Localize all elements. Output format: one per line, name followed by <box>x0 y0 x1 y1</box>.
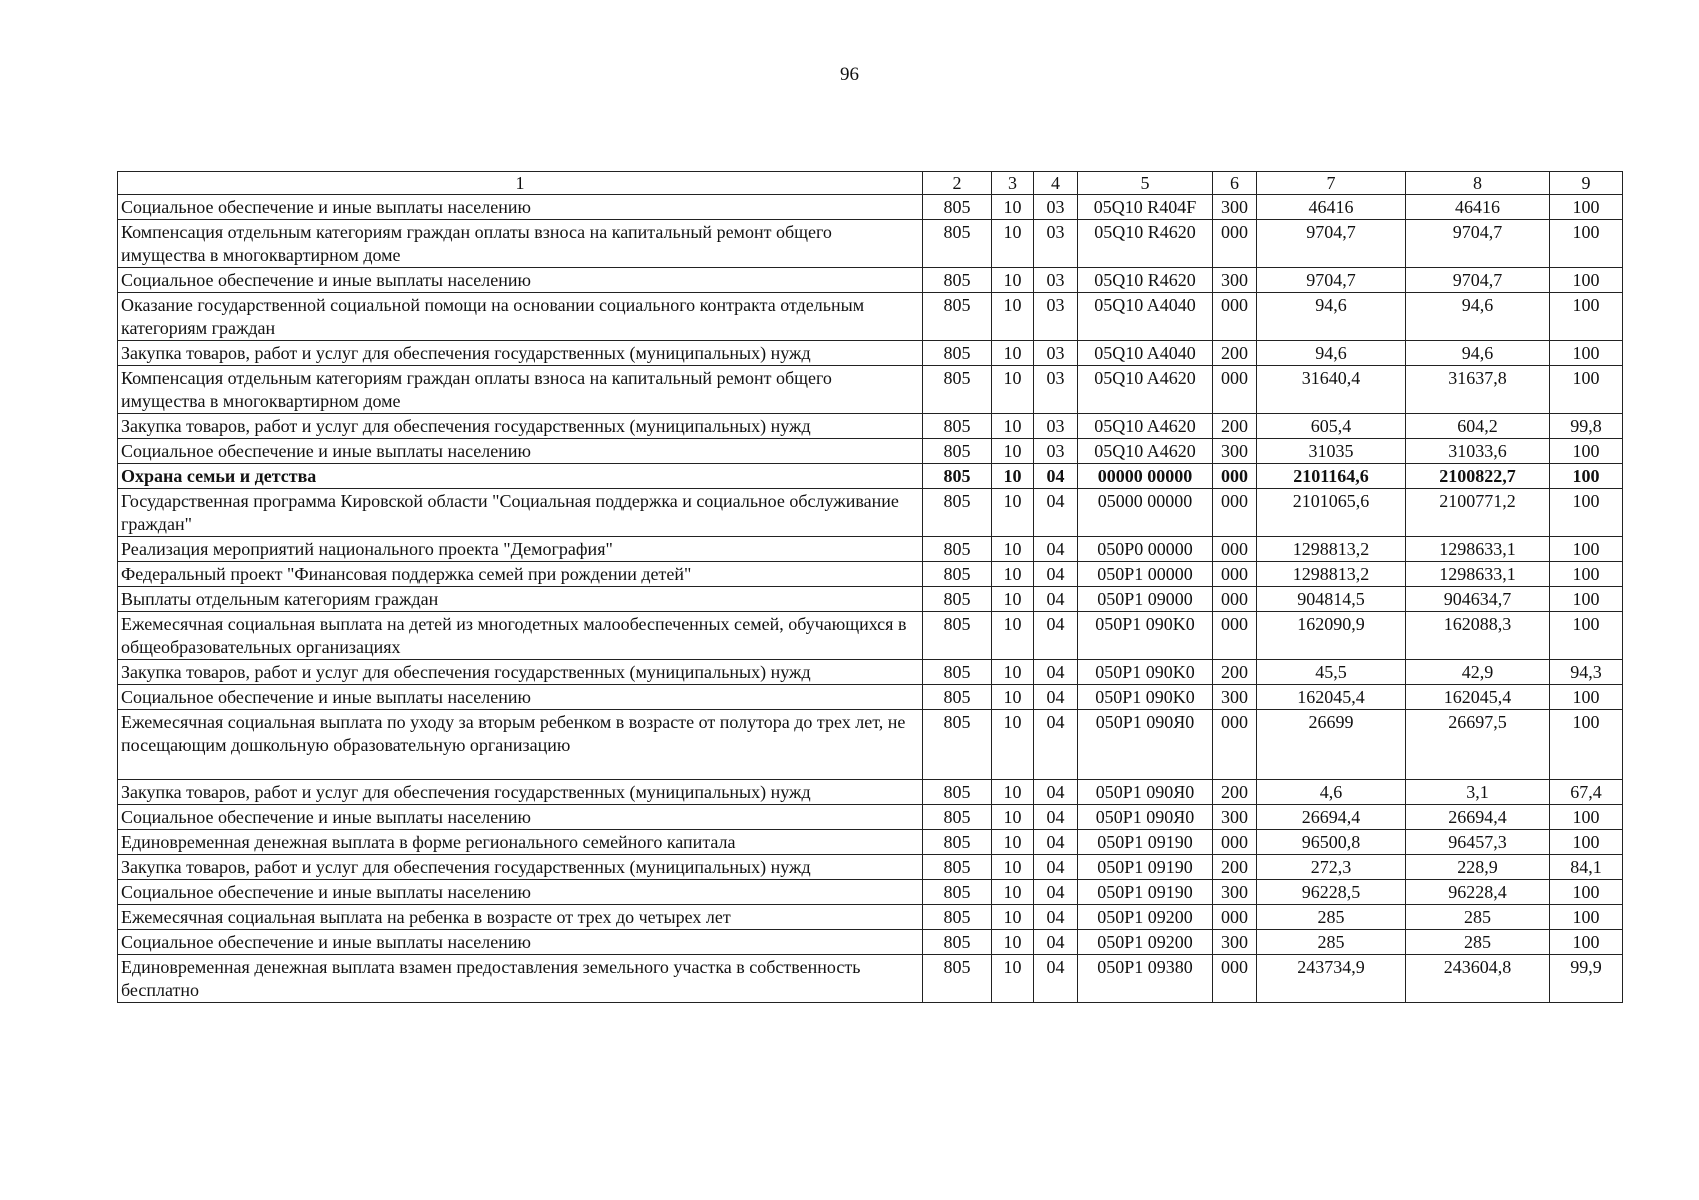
row-col8-cell: 9704,7 <box>1406 268 1550 293</box>
row-col8-cell: 42,9 <box>1406 660 1550 685</box>
row-col8-cell: 904634,7 <box>1406 587 1550 612</box>
row-col3-cell: 10 <box>992 464 1034 489</box>
row-name-cell: Охрана семьи и детства <box>118 464 923 489</box>
row-col6-cell: 000 <box>1213 905 1257 930</box>
row-name-cell: Компенсация отдельным категориям граждан оплаты взноса на капитальный ремонт общего имущества в многоквартирном доме <box>118 220 923 268</box>
row-col8-cell: 31033,6 <box>1406 439 1550 464</box>
row-col3-cell: 10 <box>992 587 1034 612</box>
row-col3-cell: 10 <box>992 366 1034 414</box>
row-name-cell: Выплаты отдельным категориям граждан <box>118 587 923 612</box>
table-row <box>118 489 1623 537</box>
table-row <box>118 660 1623 685</box>
row-col4-cell: 04 <box>1034 880 1078 905</box>
row-col3-cell: 10 <box>992 562 1034 587</box>
row-col5-cell: 050P1 09380 <box>1078 955 1213 1003</box>
budget-table <box>117 171 1623 1003</box>
header-cell: 8 <box>1406 172 1550 195</box>
row-col4-cell: 03 <box>1034 220 1078 268</box>
row-name-cell: Оказание государственной социальной помощи на основании социального контракта отдельным категориям граждан <box>118 293 923 341</box>
row-col2-cell: 805 <box>923 710 992 780</box>
row-col4-cell: 04 <box>1034 587 1078 612</box>
row-col3-cell: 10 <box>992 905 1034 930</box>
row-name-cell: Закупка товаров, работ и услуг для обеспечения государственных (муниципальных) нужд <box>118 414 923 439</box>
row-col4-cell: 03 <box>1034 439 1078 464</box>
row-col7-cell: 1298813,2 <box>1257 562 1406 587</box>
row-name-cell: Социальное обеспечение и иные выплаты населению <box>118 195 923 220</box>
row-col9-cell: 100 <box>1550 685 1623 710</box>
row-col6-cell: 000 <box>1213 587 1257 612</box>
row-col5-cell: 050P1 090Я0 <box>1078 780 1213 805</box>
row-col5-cell: 050P1 090K0 <box>1078 612 1213 660</box>
row-col2-cell: 805 <box>923 780 992 805</box>
row-col9-cell: 100 <box>1550 293 1623 341</box>
row-col3-cell: 10 <box>992 710 1034 780</box>
row-col7-cell: 904814,5 <box>1257 587 1406 612</box>
header-cell: 9 <box>1550 172 1623 195</box>
row-col7-cell: 4,6 <box>1257 780 1406 805</box>
row-col4-cell: 04 <box>1034 489 1078 537</box>
row-col3-cell: 10 <box>992 930 1034 955</box>
row-col2-cell: 805 <box>923 293 992 341</box>
row-col6-cell: 000 <box>1213 830 1257 855</box>
row-col6-cell: 300 <box>1213 268 1257 293</box>
row-col8-cell: 1298633,1 <box>1406 562 1550 587</box>
row-col2-cell: 805 <box>923 905 992 930</box>
row-col4-cell: 04 <box>1034 562 1078 587</box>
row-col8-cell: 1298633,1 <box>1406 537 1550 562</box>
row-col5-cell: 00000 00000 <box>1078 464 1213 489</box>
row-col9-cell: 99,9 <box>1550 955 1623 1003</box>
row-col4-cell: 04 <box>1034 612 1078 660</box>
row-col3-cell: 10 <box>992 780 1034 805</box>
header-cell: 3 <box>992 172 1034 195</box>
row-col8-cell: 2100822,7 <box>1406 464 1550 489</box>
row-col5-cell: 050P1 09200 <box>1078 905 1213 930</box>
table-row <box>118 905 1623 930</box>
row-col6-cell: 000 <box>1213 612 1257 660</box>
table-row <box>118 955 1623 1003</box>
row-name-cell: Закупка товаров, работ и услуг для обеспечения государственных (муниципальных) нужд <box>118 660 923 685</box>
row-col4-cell: 03 <box>1034 341 1078 366</box>
row-col3-cell: 10 <box>992 414 1034 439</box>
row-col4-cell: 04 <box>1034 537 1078 562</box>
row-col2-cell: 805 <box>923 414 992 439</box>
row-col4-cell: 03 <box>1034 268 1078 293</box>
row-name-cell: Единовременная денежная выплата взамен предоставления земельного участка в собственность бесплатно <box>118 955 923 1003</box>
row-col7-cell: 285 <box>1257 905 1406 930</box>
row-col7-cell: 94,6 <box>1257 293 1406 341</box>
row-col4-cell: 04 <box>1034 660 1078 685</box>
row-col8-cell: 94,6 <box>1406 341 1550 366</box>
table-row <box>118 855 1623 880</box>
row-col6-cell: 000 <box>1213 489 1257 537</box>
row-name-cell: Социальное обеспечение и иные выплаты населению <box>118 685 923 710</box>
row-col7-cell: 26699 <box>1257 710 1406 780</box>
row-col9-cell: 100 <box>1550 612 1623 660</box>
row-col6-cell: 300 <box>1213 805 1257 830</box>
row-col8-cell: 285 <box>1406 905 1550 930</box>
row-col9-cell: 99,8 <box>1550 414 1623 439</box>
row-col5-cell: 050P1 09190 <box>1078 880 1213 905</box>
row-col6-cell: 000 <box>1213 562 1257 587</box>
row-col6-cell: 000 <box>1213 537 1257 562</box>
row-col2-cell: 805 <box>923 955 992 1003</box>
row-col3-cell: 10 <box>992 537 1034 562</box>
row-col7-cell: 272,3 <box>1257 855 1406 880</box>
row-col3-cell: 10 <box>992 805 1034 830</box>
row-col9-cell: 100 <box>1550 341 1623 366</box>
header-cell: 6 <box>1213 172 1257 195</box>
row-col8-cell: 3,1 <box>1406 780 1550 805</box>
table-body <box>118 172 1623 1003</box>
row-col7-cell: 285 <box>1257 930 1406 955</box>
row-col8-cell: 46416 <box>1406 195 1550 220</box>
row-col5-cell: 05Q10 A4620 <box>1078 414 1213 439</box>
row-col9-cell: 100 <box>1550 439 1623 464</box>
row-col2-cell: 805 <box>923 464 992 489</box>
row-col2-cell: 805 <box>923 220 992 268</box>
row-name-cell: Реализация мероприятий национального проекта "Демография" <box>118 537 923 562</box>
row-col2-cell: 805 <box>923 341 992 366</box>
table-header-row <box>118 172 1623 195</box>
row-col5-cell: 05Q10 R404F <box>1078 195 1213 220</box>
row-col3-cell: 10 <box>992 439 1034 464</box>
row-col9-cell: 100 <box>1550 562 1623 587</box>
row-col3-cell: 10 <box>992 489 1034 537</box>
table-row <box>118 710 1623 780</box>
row-col2-cell: 805 <box>923 930 992 955</box>
row-col9-cell: 100 <box>1550 880 1623 905</box>
row-name-cell: Федеральный проект "Финансовая поддержка семей при рождении детей" <box>118 562 923 587</box>
row-name-cell: Компенсация отдельным категориям граждан оплаты взноса на капитальный ремонт общего имущества в многоквартирном доме <box>118 366 923 414</box>
row-col6-cell: 000 <box>1213 955 1257 1003</box>
row-col5-cell: 050P0 00000 <box>1078 537 1213 562</box>
row-name-cell: Ежемесячная социальная выплата на детей из многодетных малообеспеченных семей, обучающихся в общеобразовательных организациях <box>118 612 923 660</box>
row-col4-cell: 04 <box>1034 830 1078 855</box>
row-col4-cell: 03 <box>1034 366 1078 414</box>
row-col6-cell: 000 <box>1213 293 1257 341</box>
table-row <box>118 537 1623 562</box>
row-col3-cell: 10 <box>992 341 1034 366</box>
row-col6-cell: 000 <box>1213 220 1257 268</box>
row-name-cell: Социальное обеспечение и иные выплаты населению <box>118 930 923 955</box>
row-col8-cell: 96457,3 <box>1406 830 1550 855</box>
row-name-cell: Социальное обеспечение и иные выплаты населению <box>118 880 923 905</box>
row-col9-cell: 84,1 <box>1550 855 1623 880</box>
row-col2-cell: 805 <box>923 685 992 710</box>
row-col5-cell: 05Q10 R4620 <box>1078 268 1213 293</box>
table-row <box>118 220 1623 268</box>
row-col7-cell: 162090,9 <box>1257 612 1406 660</box>
row-col2-cell: 805 <box>923 660 992 685</box>
row-name-cell: Единовременная денежная выплата в форме регионального семейного капитала <box>118 830 923 855</box>
row-col9-cell: 94,3 <box>1550 660 1623 685</box>
row-col2-cell: 805 <box>923 489 992 537</box>
row-col3-cell: 10 <box>992 660 1034 685</box>
row-col2-cell: 805 <box>923 830 992 855</box>
row-col9-cell: 67,4 <box>1550 780 1623 805</box>
table-row <box>118 464 1623 489</box>
row-col2-cell: 805 <box>923 562 992 587</box>
row-col2-cell: 805 <box>923 855 992 880</box>
row-col4-cell: 04 <box>1034 905 1078 930</box>
row-col9-cell: 100 <box>1550 195 1623 220</box>
row-col5-cell: 05Q10 A4620 <box>1078 366 1213 414</box>
row-col2-cell: 805 <box>923 366 992 414</box>
row-col8-cell: 9704,7 <box>1406 220 1550 268</box>
row-col4-cell: 04 <box>1034 464 1078 489</box>
row-col7-cell: 96500,8 <box>1257 830 1406 855</box>
row-col6-cell: 200 <box>1213 780 1257 805</box>
row-col7-cell: 96228,5 <box>1257 880 1406 905</box>
row-col9-cell: 100 <box>1550 537 1623 562</box>
row-col8-cell: 162045,4 <box>1406 685 1550 710</box>
row-col5-cell: 050P1 00000 <box>1078 562 1213 587</box>
row-col3-cell: 10 <box>992 855 1034 880</box>
row-col2-cell: 805 <box>923 537 992 562</box>
row-col8-cell: 604,2 <box>1406 414 1550 439</box>
row-name-cell: Ежемесячная социальная выплата на ребенка в возрасте от трех до четырех лет <box>118 905 923 930</box>
row-col2-cell: 805 <box>923 880 992 905</box>
row-name-cell: Закупка товаров, работ и услуг для обеспечения государственных (муниципальных) нужд <box>118 341 923 366</box>
row-col5-cell: 050P1 09200 <box>1078 930 1213 955</box>
row-col7-cell: 243734,9 <box>1257 955 1406 1003</box>
table-row <box>118 293 1623 341</box>
row-col8-cell: 96228,4 <box>1406 880 1550 905</box>
table-row <box>118 195 1623 220</box>
row-col4-cell: 04 <box>1034 780 1078 805</box>
row-col9-cell: 100 <box>1550 268 1623 293</box>
row-col5-cell: 050P1 090Я0 <box>1078 805 1213 830</box>
table-row <box>118 685 1623 710</box>
row-col3-cell: 10 <box>992 268 1034 293</box>
row-col2-cell: 805 <box>923 268 992 293</box>
table-row <box>118 805 1623 830</box>
row-col6-cell: 000 <box>1213 464 1257 489</box>
row-col2-cell: 805 <box>923 805 992 830</box>
row-name-cell: Закупка товаров, работ и услуг для обеспечения государственных (муниципальных) нужд <box>118 855 923 880</box>
table-row <box>118 830 1623 855</box>
row-col9-cell: 100 <box>1550 905 1623 930</box>
row-col8-cell: 26694,4 <box>1406 805 1550 830</box>
row-col4-cell: 03 <box>1034 414 1078 439</box>
row-col6-cell: 300 <box>1213 685 1257 710</box>
row-name-cell: Социальное обеспечение и иные выплаты населению <box>118 268 923 293</box>
row-col4-cell: 04 <box>1034 930 1078 955</box>
row-col6-cell: 000 <box>1213 366 1257 414</box>
row-col9-cell: 100 <box>1550 464 1623 489</box>
header-cell: 4 <box>1034 172 1078 195</box>
row-col4-cell: 03 <box>1034 293 1078 341</box>
row-col6-cell: 300 <box>1213 880 1257 905</box>
row-col7-cell: 1298813,2 <box>1257 537 1406 562</box>
row-col7-cell: 9704,7 <box>1257 220 1406 268</box>
row-name-cell: Социальное обеспечение и иные выплаты населению <box>118 439 923 464</box>
row-col3-cell: 10 <box>992 955 1034 1003</box>
table-row <box>118 930 1623 955</box>
row-col7-cell: 9704,7 <box>1257 268 1406 293</box>
row-col9-cell: 100 <box>1550 489 1623 537</box>
row-col5-cell: 050P1 090Я0 <box>1078 710 1213 780</box>
row-col8-cell: 31637,8 <box>1406 366 1550 414</box>
row-name-cell: Государственная программа Кировской области "Социальная поддержка и социальное обслуживание граждан" <box>118 489 923 537</box>
row-col7-cell: 94,6 <box>1257 341 1406 366</box>
row-col7-cell: 605,4 <box>1257 414 1406 439</box>
row-col3-cell: 10 <box>992 293 1034 341</box>
table-row <box>118 562 1623 587</box>
table-row <box>118 341 1623 366</box>
row-col5-cell: 050P1 09000 <box>1078 587 1213 612</box>
row-col5-cell: 05Q10 R4620 <box>1078 220 1213 268</box>
row-col2-cell: 805 <box>923 612 992 660</box>
row-col5-cell: 05Q10 A4040 <box>1078 293 1213 341</box>
row-name-cell: Социальное обеспечение и иные выплаты населению <box>118 805 923 830</box>
row-col3-cell: 10 <box>992 685 1034 710</box>
row-col7-cell: 162045,4 <box>1257 685 1406 710</box>
row-col9-cell: 100 <box>1550 587 1623 612</box>
row-col6-cell: 200 <box>1213 855 1257 880</box>
row-col8-cell: 26697,5 <box>1406 710 1550 780</box>
row-col8-cell: 2100771,2 <box>1406 489 1550 537</box>
row-col6-cell: 200 <box>1213 660 1257 685</box>
header-cell: 7 <box>1257 172 1406 195</box>
row-col9-cell: 100 <box>1550 710 1623 780</box>
row-col4-cell: 04 <box>1034 855 1078 880</box>
row-col6-cell: 300 <box>1213 195 1257 220</box>
row-col4-cell: 04 <box>1034 685 1078 710</box>
row-col6-cell: 200 <box>1213 341 1257 366</box>
row-col3-cell: 10 <box>992 830 1034 855</box>
row-col5-cell: 050P1 090K0 <box>1078 660 1213 685</box>
row-col4-cell: 03 <box>1034 195 1078 220</box>
table-row <box>118 880 1623 905</box>
row-col3-cell: 10 <box>992 220 1034 268</box>
row-col2-cell: 805 <box>923 195 992 220</box>
row-col9-cell: 100 <box>1550 220 1623 268</box>
row-col7-cell: 31640,4 <box>1257 366 1406 414</box>
row-col6-cell: 200 <box>1213 414 1257 439</box>
row-col5-cell: 05Q10 A4620 <box>1078 439 1213 464</box>
row-col2-cell: 805 <box>923 439 992 464</box>
header-cell: 5 <box>1078 172 1213 195</box>
row-col8-cell: 228,9 <box>1406 855 1550 880</box>
row-col9-cell: 100 <box>1550 830 1623 855</box>
table-row <box>118 366 1623 414</box>
row-col7-cell: 26694,4 <box>1257 805 1406 830</box>
row-col8-cell: 243604,8 <box>1406 955 1550 1003</box>
table-row <box>118 612 1623 660</box>
row-col7-cell: 45,5 <box>1257 660 1406 685</box>
row-col5-cell: 050P1 09190 <box>1078 830 1213 855</box>
row-col6-cell: 300 <box>1213 930 1257 955</box>
table-row <box>118 414 1623 439</box>
table-row <box>118 587 1623 612</box>
row-col8-cell: 94,6 <box>1406 293 1550 341</box>
row-col4-cell: 04 <box>1034 710 1078 780</box>
row-name-cell: Закупка товаров, работ и услуг для обеспечения государственных (муниципальных) нужд <box>118 780 923 805</box>
table-row <box>118 268 1623 293</box>
row-col4-cell: 04 <box>1034 805 1078 830</box>
header-cell: 2 <box>923 172 992 195</box>
row-col7-cell: 46416 <box>1257 195 1406 220</box>
row-col5-cell: 05000 00000 <box>1078 489 1213 537</box>
row-col2-cell: 805 <box>923 587 992 612</box>
row-col7-cell: 31035 <box>1257 439 1406 464</box>
row-name-cell: Ежемесячная социальная выплата по уходу за вторым ребенком в возрасте от полутора до трех лет, не посещающим дошкольную образовательную организацию <box>118 710 923 780</box>
row-col3-cell: 10 <box>992 195 1034 220</box>
table-row <box>118 780 1623 805</box>
row-col9-cell: 100 <box>1550 930 1623 955</box>
row-col5-cell: 050P1 090K0 <box>1078 685 1213 710</box>
row-col5-cell: 050P1 09190 <box>1078 855 1213 880</box>
row-col9-cell: 100 <box>1550 366 1623 414</box>
row-col8-cell: 285 <box>1406 930 1550 955</box>
row-col4-cell: 04 <box>1034 955 1078 1003</box>
table-row <box>118 439 1623 464</box>
row-col7-cell: 2101065,6 <box>1257 489 1406 537</box>
header-cell: 1 <box>118 172 923 195</box>
row-col5-cell: 05Q10 A4040 <box>1078 341 1213 366</box>
row-col3-cell: 10 <box>992 612 1034 660</box>
row-col8-cell: 162088,3 <box>1406 612 1550 660</box>
row-col7-cell: 2101164,6 <box>1257 464 1406 489</box>
row-col3-cell: 10 <box>992 880 1034 905</box>
page-number: 96 <box>840 64 859 85</box>
row-col9-cell: 100 <box>1550 805 1623 830</box>
row-col6-cell: 000 <box>1213 710 1257 780</box>
row-col6-cell: 300 <box>1213 439 1257 464</box>
